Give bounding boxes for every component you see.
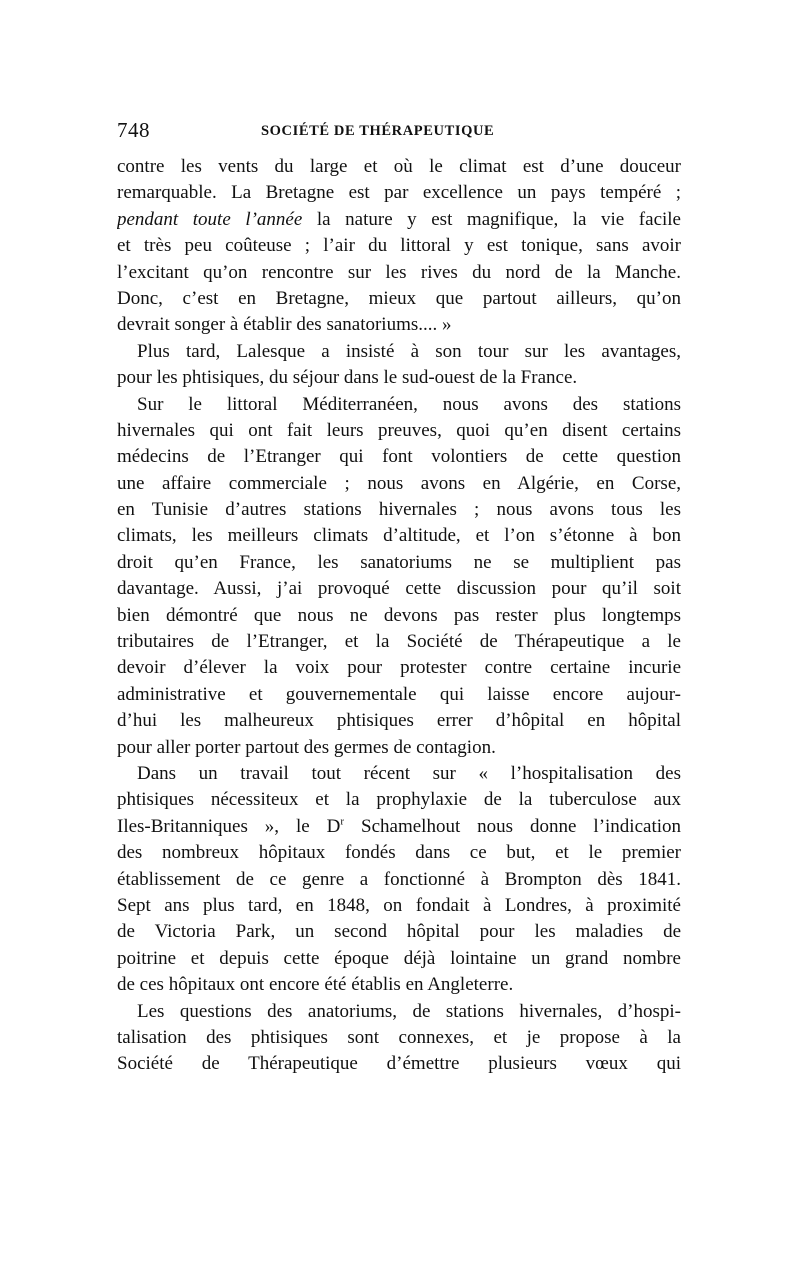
text-line: établissement de ce genre a fonctionné à Brompton dès 1841.: [117, 868, 681, 890]
paragraph: [117, 761, 681, 999]
text-line: l’excitant qu’on rencontre sur les rives du nord de la Manche.: [117, 261, 681, 283]
text-line: pour les phtisiques, du séjour dans le sud-ouest de la France.: [117, 367, 578, 389]
text-line: davantage. Aussi, j’ai provoqué cette discussion pour qu’il soit: [117, 578, 681, 600]
text-line: [117, 814, 681, 840]
text-line: hivernales qui ont fait leurs preuves, quoi qu’en disent certains: [117, 419, 681, 441]
text-line: administrative et gouvernementale qui laisse encore aujour-: [117, 683, 681, 705]
paragraph: [117, 999, 681, 1078]
text-line: une affaire commerciale ; nous avons en Algérie, en Corse,: [117, 472, 681, 494]
text-line: Donc, c’est en Bretagne, mieux que partout ailleurs, qu’on: [117, 287, 681, 309]
text-line: Sept ans plus tard, en 1848, on fondait à Londres, à proximité: [117, 894, 681, 916]
text-line: en Tunisie d’autres stations hivernales ; nous avons tous les: [117, 499, 681, 521]
page-number: 748: [117, 118, 150, 142]
text-line: des nombreux hôpitaux fondés dans ce but, et le premier: [117, 842, 681, 864]
text-line: Les questions des anatoriums, de stations hivernales, d’hospi-: [137, 1000, 681, 1022]
text-line: médecins de l’Etranger qui font volontiers de cette question: [117, 446, 681, 468]
text-line: Sur le littoral Méditerranéen, nous avons des stations: [137, 393, 681, 415]
text-line: de Victoria Park, un second hôpital pour les maladies de: [117, 921, 681, 943]
text-fragment: Iles-Britanniques », le D: [117, 815, 341, 837]
running-head: [117, 118, 681, 148]
text-line: de ces hôpitaux ont encore été établis en Angleterre.: [117, 974, 514, 996]
text-line: tributaires de l’Etranger, et la Société de Thérapeutique a le: [117, 631, 681, 653]
text-line: et très peu coûteuse ; l’air du littoral y est tonique, sans avoir: [117, 235, 681, 257]
text-line: Plus tard, Lalesque a insisté à son tour sur les avantages,: [137, 340, 681, 362]
text-line: Société de Thérapeutique d’émettre plusieurs vœux qui: [117, 1053, 681, 1075]
text-line: droit qu’en France, les sanatoriums ne se multiplient pas: [117, 551, 681, 573]
text-fragment: la nature y est magnifique, la vie facile: [316, 208, 681, 230]
text-fragment: Schamelhout nous donne l’indication: [344, 815, 681, 837]
text-line: Dans un travail tout récent sur « l’hospitalisation des: [137, 762, 681, 784]
text-line: remarquable. La Bretagne est par excellence un pays tempéré ;: [117, 182, 681, 204]
superscript: r: [340, 815, 345, 828]
text-line: [117, 207, 681, 233]
running-title: SOCIÉTÉ DE THÉRAPEUTIQUE: [261, 123, 495, 139]
text-line: talisation des phtisiques sont connexes, et je propose à la: [117, 1026, 681, 1048]
body-text: [117, 154, 681, 1078]
text-line: poitrine et depuis cette époque déjà lointaine un grand nombre: [117, 947, 681, 969]
text-line: devrait songer à établir des sanatoriums.... »: [117, 314, 452, 336]
paragraph: [117, 154, 681, 339]
text-line: d’hui les malheureux phtisiques errer d’hôpital en hôpital: [117, 710, 681, 732]
paragraph: [117, 339, 681, 392]
text-line: phtisiques nécessiteux et la prophylaxie de la tuberculose aux: [117, 789, 681, 811]
italic-phrase: pendant toute l’année: [117, 208, 303, 230]
text-line: climats, les meilleurs climats d’altitude, et l’on s’étonne à bon: [117, 525, 681, 547]
text-line: contre les vents du large et où le climat est d’une douceur: [117, 156, 681, 177]
page: [117, 118, 681, 1078]
text-line: pour aller porter partout des germes de contagion.: [117, 736, 496, 758]
text-line: devoir d’élever la voix pour protester contre certaine incurie: [117, 657, 681, 679]
text-line: bien démontré que nous ne devons pas rester plus longtemps: [117, 604, 681, 626]
paragraph: [117, 392, 681, 761]
